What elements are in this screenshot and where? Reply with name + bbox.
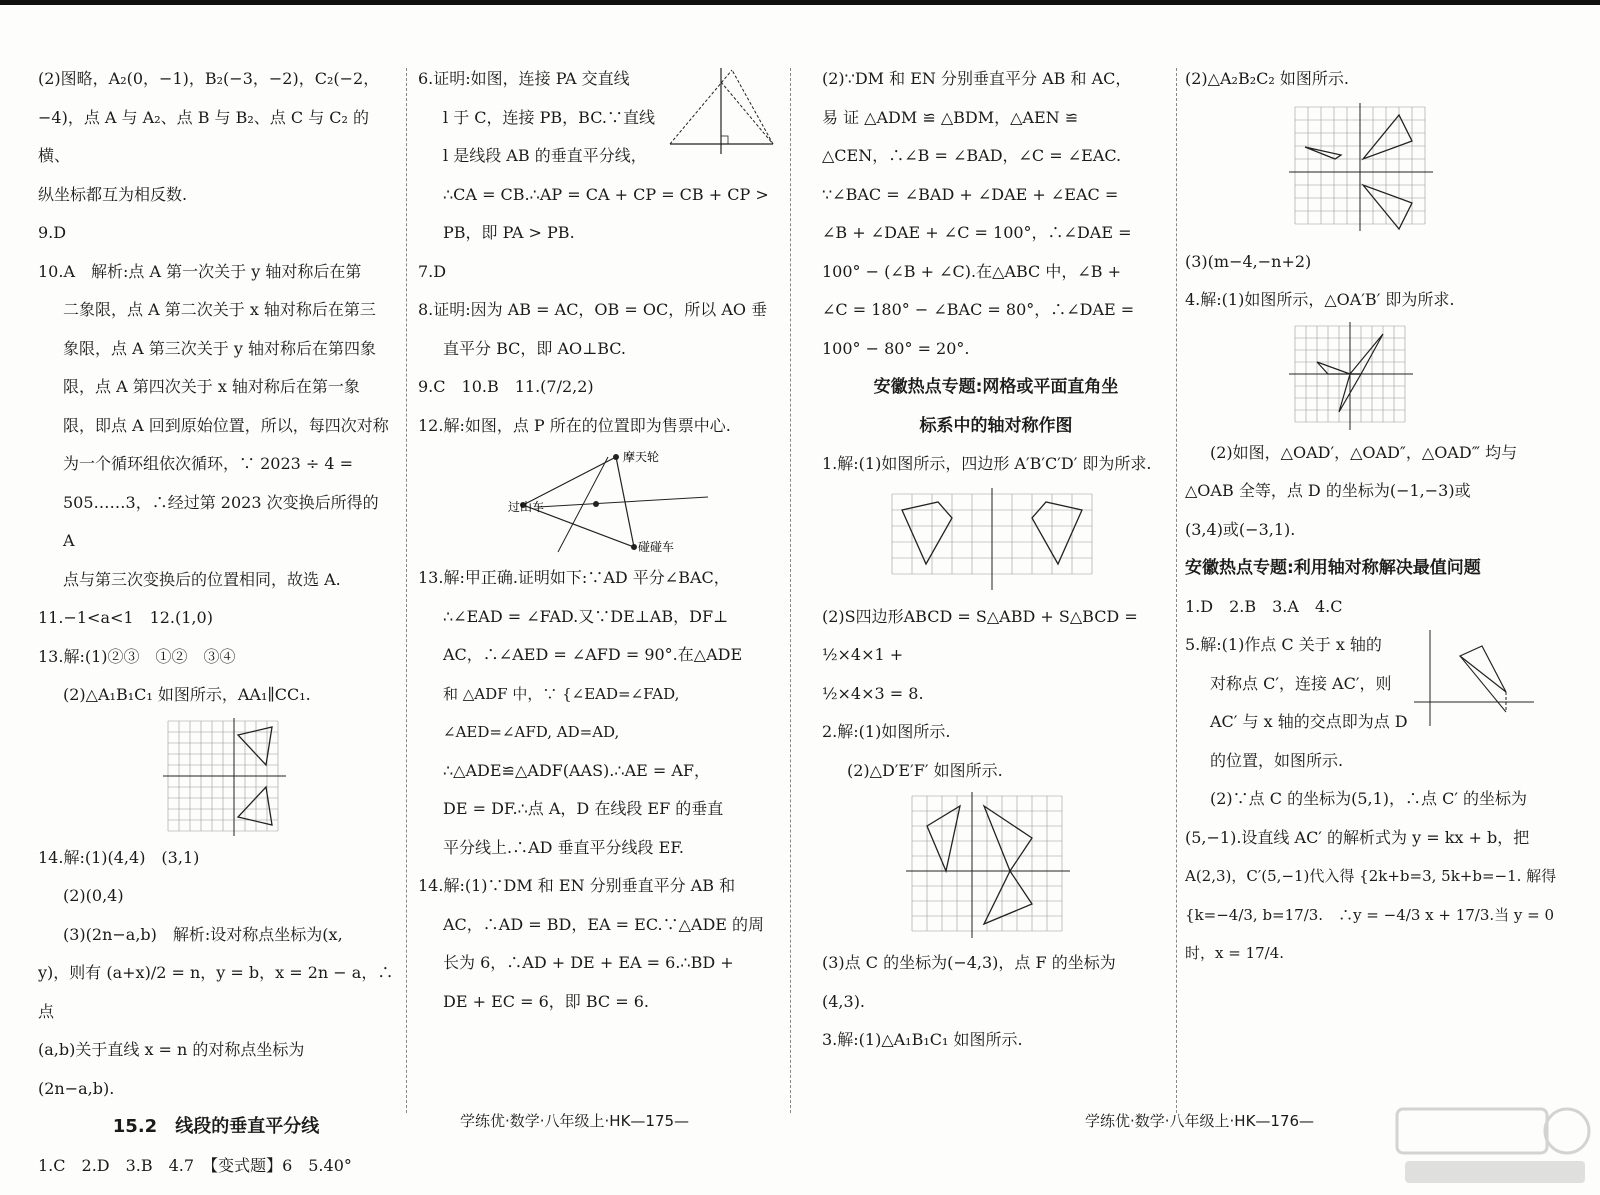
text-line: △OAB 全等，点 D 的坐标为(−1,−3)或: [1185, 481, 1471, 500]
text-line: (2)S四边形ABCD = S△ABD + S△BCD = ½×4×1 +: [822, 606, 1138, 664]
text-line: 13.解:(1)②③ ①② ③④: [38, 646, 236, 666]
text-line: (4,3).: [822, 991, 866, 1011]
figure-4-grid: [1185, 322, 1565, 432]
text-line: y)，则有 (a+x)/2 = n，y = b，x = 2n − a，∴点: [38, 963, 394, 1021]
text-line: (2)△A₂B₂C₂ 如图所示.: [1185, 69, 1349, 88]
text-line: 的位置，如图所示.: [1210, 750, 1344, 770]
figure-3-grid: [1185, 101, 1565, 241]
text-line: ∠C = 180° − ∠BAC = 80°，∴∠DAE =: [822, 300, 1135, 319]
text-line: DE + EC = 6，即 BC = 6.: [443, 991, 649, 1011]
text-line: (2)如图，△OAD′，△OAD″，△OAD‴ 均与: [1210, 442, 1518, 462]
text-line: (3)(m−4,−n+2): [1185, 251, 1312, 271]
text-line: 6.证明:如图，连接 PA 交直线: [418, 69, 630, 88]
text-line: AC，∴∠AED = ∠AFD = 90°.在△ADE: [443, 645, 743, 664]
text-line: ½×4×3 = 8.: [822, 683, 924, 703]
text-line: (2)(0,4): [63, 886, 124, 905]
section-heading: 15.2 线段的垂直平分线: [112, 1116, 320, 1137]
section-heading: 标系中的轴对称作图: [919, 415, 1073, 436]
text-line: 1.解:(1)如图所示，四边形 A′B′C′D′ 即为所求.: [822, 454, 1152, 473]
text-line: 易 证 △ADM ≌ △BDM，△AEN ≌: [822, 107, 1079, 127]
text-line: l 是线段 AB 的垂直平分线，: [443, 146, 647, 165]
text-line: 14.解:(1)∵DM 和 EN 分别垂直平分 AB 和: [418, 876, 736, 895]
figure-12-triangle: [418, 447, 780, 557]
text-line: ∴△ADE≌△ADF(AAS).∴AE = AF，: [443, 760, 711, 780]
text-line: 二象限，点 A 第二次关于 x 轴对称后在第三: [63, 300, 376, 319]
column-divider: [1176, 68, 1177, 1113]
text-line: (2)△A₁B₁C₁ 如图所示，AA₁∥CC₁.: [63, 685, 311, 704]
text-line: l 于 C，连接 PB，BC.∵直线: [443, 107, 655, 127]
label-bumper-car: 碰碰车: [638, 540, 675, 554]
section-heading: 安徽热点专题:利用轴对称解决最值问题: [1185, 558, 1481, 578]
text-line: 11.−1<a<1 12.(1,0): [38, 608, 213, 627]
text-line: (3)(2n−a,b) 解析:设对称点坐标为(x,: [63, 924, 343, 944]
column-divider: [406, 68, 407, 1113]
figure-5-axes: [1410, 626, 1540, 736]
section-heading: 安徽热点专题:网格或平面直角坐: [873, 377, 1119, 397]
text-line: △CEN，∴∠B = ∠BAD，∠C = ∠EAC.: [822, 146, 1122, 165]
text-line: (3,4)或(−3,1).: [1185, 519, 1296, 539]
text-line: 直平分 BC，即 AO⊥BC.: [443, 338, 627, 358]
text-line: 1.D 2.B 3.A 4.C: [1185, 596, 1343, 616]
footer-right: 学练优·数学·八年级上·HK—176—: [1085, 1112, 1315, 1130]
text-line: 平分线上.∴AD 垂直平分线段 EF.: [443, 837, 685, 857]
text-line: 和 △ADF 中，∵ {∠EAD=∠FAD, ∠AED=∠AFD, AD=AD,: [443, 684, 680, 741]
text-line: (2)△D′E′F′ 如图所示.: [847, 760, 1003, 780]
text-line: 长为 6，∴AD + DE + EA = 6.∴BD +: [443, 953, 734, 972]
footer-left: 学练优·数学·八年级上·HK—175—: [460, 1112, 690, 1130]
text-line: (3)点 C 的坐标为(−4,3)，点 F 的坐标为: [822, 953, 1116, 972]
text-line: (2)∵点 C 的坐标为(5,1)，∴点 C′ 的坐标为: [1210, 789, 1528, 808]
text-line: 5.解:(1)作点 C 关于 x 轴的: [1185, 635, 1382, 654]
text-line: 为一个循环组依次循环，∵ 2023 ÷ 4 =: [63, 454, 354, 473]
column-2: [418, 60, 780, 1021]
text-line: A(2,3)，C′(5,−1)代入得 {2k+b=3, 5k+b=−1. 解得: [1185, 867, 1557, 885]
text-line: 8.证明:因为 AB = AC，OB = OC，所以 AO 垂: [418, 300, 768, 319]
text-line: ∠B + ∠DAE + ∠C = 100°，∴∠DAE =: [822, 223, 1132, 242]
column-3: [822, 60, 1170, 1060]
text-line: 4.解:(1)如图所示，△OA′B′ 即为所求.: [1185, 290, 1455, 309]
text-line: PB，即 PA > PB.: [443, 223, 575, 242]
text-line: 限，点 A 第四次关于 x 轴对称后在第一象: [63, 377, 360, 396]
text-line: 13.解:甲正确.证明如下:∵AD 平分∠BAC，: [418, 568, 730, 587]
text-line: (2)∵DM 和 EN 分别垂直平分 AB 和 AC，: [822, 69, 1132, 88]
text-line: AC，∴AD = BD，EA = EC.∵△ADE 的周: [443, 914, 765, 934]
text-line: 10.A 解析:点 A 第一次关于 y 轴对称后在第: [38, 261, 362, 281]
text-line: 点与第三次变换后的位置相同，故选 A.: [63, 569, 341, 589]
text-line: 14.解:(1)(4,4) (3,1): [38, 847, 200, 867]
text-line: (2)图略，A₂(0，−1)，B₂(−3，−2)，C₂(−2，: [38, 69, 380, 88]
text-line: 象限，点 A 第三次关于 y 轴对称后在第四象: [63, 338, 376, 358]
text-line: 9.D: [38, 223, 67, 242]
figure-1-quadrilateral: [822, 486, 1170, 596]
text-line: 限，即点 A 回到原始位置，所以，每四次对称: [63, 415, 389, 435]
text-line: 100° − (∠B + ∠C).在△ABC 中，∠B +: [822, 261, 1121, 281]
text-line: DE = DF.∴点 A，D 在线段 EF 的垂直: [443, 799, 724, 818]
text-line: 505……3，∴经过第 2023 次变换后所得的 A: [63, 492, 379, 550]
text-line: 9.C 10.B 11.(7/2,2): [418, 377, 594, 396]
text-line: 1.C 2.D 3.B 4.7 【变式题】6 5.40°: [38, 1155, 352, 1175]
top-rule: [0, 0, 1600, 5]
figure-2-triangles: [822, 792, 1170, 942]
text-line: 对称点 C′，连接 AC′，则: [1210, 673, 1392, 693]
text-line: AC′ 与 x 轴的交点即为点 D: [1210, 712, 1408, 731]
column-1: [38, 60, 394, 1185]
column-4: [1185, 60, 1565, 973]
text-line: 12.解:如图，点 P 所在的位置即为售票中心.: [418, 415, 731, 435]
text-line: 纵坐标都互为相反数.: [38, 184, 188, 204]
label-roller-coaster: 过山车: [508, 500, 545, 514]
text-line: (5,−1).设直线 AC′ 的解析式为 y = kx + b，把: [1185, 827, 1530, 847]
text-line: (2n−a,b).: [38, 1078, 115, 1098]
text-line: (a,b)关于直线 x = n 的对称点坐标为: [38, 1040, 305, 1059]
text-line: −4)，点 A 与 A₂、点 B 与 B₂、点 C 与 C₂ 的横、: [38, 107, 370, 165]
text-line: 3.解:(1)△A₁B₁C₁ 如图所示.: [822, 1030, 1023, 1049]
watermark-logo: [1395, 1105, 1595, 1190]
label-ferris-wheel: 摩天轮: [623, 450, 660, 464]
text-line: 2.解:(1)如图所示.: [822, 722, 951, 741]
figure-13-grid: [38, 717, 394, 837]
text-line: ∴CA = CB.∴AP = CA + CP = CB + CP >: [443, 184, 769, 204]
column-divider: [790, 68, 791, 1113]
text-line: ∵∠BAC = ∠BAD + ∠DAE + ∠EAC =: [822, 184, 1119, 204]
text-line: {k=−4/3, b=17/3. ∴y = −4/3 x + 17/3.当 y = 0 时，x = 17/4.: [1185, 905, 1555, 962]
text-line: 100° − 80° = 20°.: [822, 338, 970, 358]
text-line: 7.D: [418, 261, 447, 281]
text-line: ∴∠EAD = ∠FAD.又∵DE⊥AB，DF⊥: [443, 606, 729, 626]
figure-6-perpendicular: [668, 66, 778, 156]
